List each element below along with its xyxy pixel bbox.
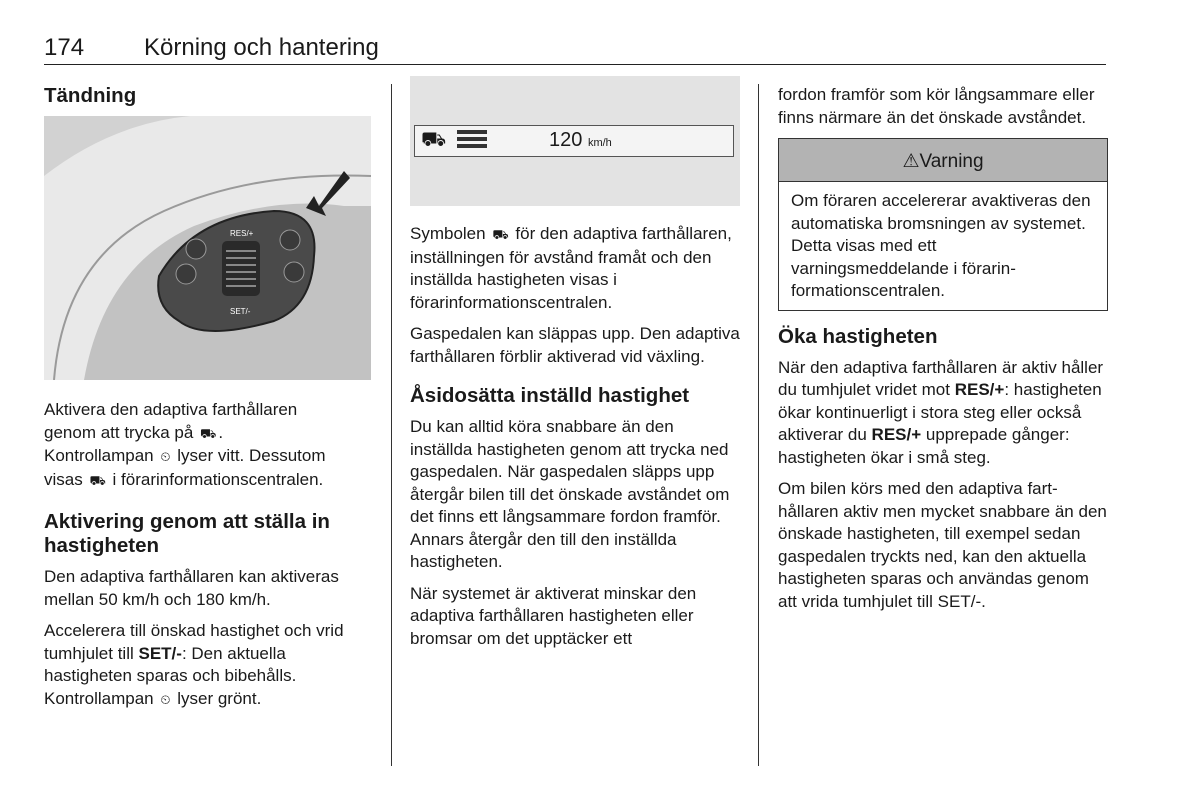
section-heading-increase: Öka hastigheten [778,324,938,348]
steering-wheel-illustration [44,116,371,380]
acc-icon: ⛟ [421,129,447,151]
column-divider [391,84,392,766]
warning-title: ⚠Varning [779,139,1107,182]
tachometer-icon: ⏲ [160,691,171,707]
steering-wheel-svg [44,116,371,380]
acc-icon: ⛟ [200,425,217,441]
page-header [44,34,1106,65]
driver-info-display-illustration [410,76,740,206]
column-divider [758,84,759,766]
column-2 [410,84,740,659]
acc-icon: ⛟ [492,227,509,242]
warning-box [778,138,1108,311]
page-number: 174 [44,34,85,61]
paragraph-speed-range: Den adaptiva farthållaren kan aktiveras mellan 50 km/h och 180 km/h. [44,567,339,609]
column-3 [778,84,1108,622]
acc-icon: ⛟ [89,472,106,488]
paragraph-override: Du kan alltid köra snabbare än den inställda hastigheten genom att trycka ned gaspedalen. När gaspedalen släpps upp återgår bilen till det önskade avståndet om det finns ett långsammare fordon framför. Annars återgår den till den inställda hastigheten. [410,417,730,571]
paragraph-continued: fordon framför som kör långsammare eller finns närmare än det önskade avståndet. [778,85,1095,127]
paragraph-faster: Om bilen körs med den adaptiva farthållaren aktiv men mycket snabbare än den önskade hastigheten, till exempel sedan gaspedalen tryckts ned, kan den aktuella hastigheten sparas och användas genom att vrida tumhjulet till SET/-. [778,479,1107,611]
display-speed: 120 km/h [549,129,612,151]
paragraph-accelerate: Accelerera till önskad hastighet och vrid tumhjulet till SET/-: Den aktuella hastigheten sparas och bibehålls. Kontrollampan ⏲ lyser grönt. [44,620,378,711]
paragraph-gas-pedal: Gaspedalen kan släppas upp. Den adaptiva farthållaren förblir aktiverad vid växling. [410,324,740,366]
chapter-title: Körning och hantering [144,34,379,61]
paragraph-system-active: När systemet är aktiverat minskar den adaptiva farthållaren hastigheten eller bromsar om det upptäcker ett [410,583,697,648]
section-heading-override: Åsidosätta inställd hastighet [410,384,690,407]
paragraph-increase: När den adaptiva farthållaren är aktiv håller du tumhjulet vridet mot RES/+: hastigheten ökar kontinuerligt i stora steg eller också aktiverar du RES/+ upprepade gånger: hastigheten ökar i små steg. [778,357,1104,467]
set-label: SET/- [230,307,251,316]
paragraph-symbol: Symbolen ⛟ för den adaptiva farthållaren, inställningen för avstånd framåt och den inställda hastigheten visas i förarinformationscentralen. [410,224,732,312]
section-heading-set-speed: Aktivering genom att ställa in hastigheten [44,510,330,557]
res-label: RES/+ [230,229,254,238]
tachometer-icon: ⏲ [160,449,171,464]
paragraph-activate: Aktivera den adaptiva farthållaren genom att trycka på ⛟ . Kontrollampan ⏲ lyser vitt. Dessutom visas ⛟ i förarinformationscentralen. [44,399,378,492]
display-panel [414,125,734,157]
distance-bars-icon [457,130,487,151]
column-1 [44,84,378,720]
warning-text: Om föraren accelererar avaktiveras den automatiska bromsningen av systemet. Detta visas med ett varningsmeddelande i förarinformationscentralen. [791,191,1091,300]
section-heading-ignition: Tändning [44,84,137,107]
